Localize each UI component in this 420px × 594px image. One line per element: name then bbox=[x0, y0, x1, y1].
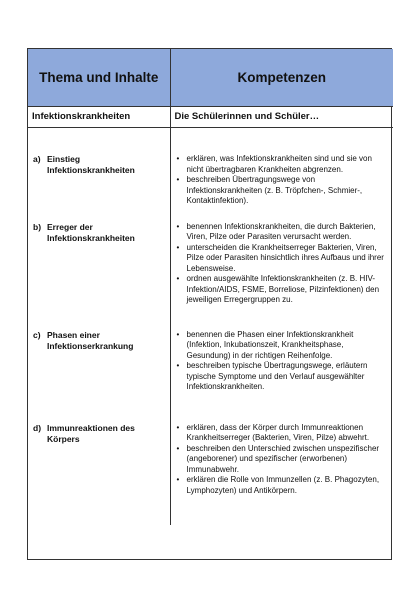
table-row bbox=[28, 128, 393, 215]
subheader-topic: Infektionskrankheiten bbox=[28, 107, 170, 128]
competence-cell bbox=[170, 128, 393, 215]
competence-cell bbox=[170, 215, 393, 322]
competence-item: • unterscheiden die Krankheitserreger Bakterien, Viren, Pilze oder Parasiten hinsichtlich ihres Aufbaus und ihrer Lebensweise. bbox=[175, 243, 390, 275]
table-row bbox=[28, 415, 393, 525]
topic-title: Phasen einer Infektionserkrankung bbox=[47, 329, 134, 351]
header-competencies: Kompetenzen bbox=[170, 49, 393, 107]
competence-item: • ordnen ausgewählte Infektionskrankheiten (z. B. HIV-Infektion/AIDS, FSME, Borreliose, Pilzinfektionen) den jeweiligen Erregergruppen zu. bbox=[175, 274, 390, 306]
competence-item: • benennen Infektionskrankheiten, die durch Bakterien, Viren, Pilze oder Parasiten verursacht werden. bbox=[175, 222, 390, 243]
topic-title: Erreger der Infektionskrankheiten bbox=[47, 221, 135, 243]
topic-cell bbox=[28, 215, 170, 322]
table-row bbox=[28, 215, 393, 322]
competence-table-frame bbox=[27, 48, 392, 560]
topic-title: Einstieg Infektionskrankheiten bbox=[47, 154, 135, 176]
competence-item: • erklären, was Infektionskrankheiten sind und sie von nicht übertragbaren Krankheiten abgrenzen. bbox=[175, 154, 390, 175]
topic-letter: a) bbox=[33, 154, 41, 164]
competence-table bbox=[28, 49, 393, 525]
topic-cell bbox=[28, 322, 170, 415]
competence-cell bbox=[170, 415, 393, 525]
topic-letter: c) bbox=[33, 329, 41, 340]
table-header-row bbox=[28, 49, 393, 107]
competence-item: • beschreiben den Unterschied zwischen unspezifischer (angeborener) und spezifischer (erworbenen) Immunabwehr. bbox=[175, 444, 390, 476]
competence-cell bbox=[170, 322, 393, 415]
competence-list bbox=[171, 222, 394, 306]
topic-cell bbox=[28, 415, 170, 525]
competence-item: • benennen die Phasen einer Infektionskrankheit (Infektion, Inkubationszeit, Krankheitsphase, Gesundung) in der richtigen Reihenfolge. bbox=[175, 330, 390, 362]
topic-cell bbox=[28, 128, 170, 215]
competence-item: • erklären die Rolle von Immunzellen (z. B. Phagozyten, Lymphozyten) und Antikörpern. bbox=[175, 475, 390, 496]
topic-title: Immunreaktionen des Körpers bbox=[47, 422, 135, 444]
table-subheader-row bbox=[28, 107, 393, 128]
competence-list bbox=[171, 330, 394, 393]
topic-letter: b) bbox=[33, 221, 42, 232]
competence-item: • beschreiben Übertragungswege von Infektionskrankheiten (z. B. Tröpfchen-, Schmier-, Kontaktinfektion). bbox=[175, 175, 390, 207]
subheader-students: Die Schülerinnen und Schüler… bbox=[170, 107, 393, 128]
competence-list bbox=[171, 154, 394, 207]
competence-item: • erklären, dass der Körper durch Immunreaktionen Krankheitserreger (Bakterien, Viren, Pilze) abwehrt. bbox=[175, 423, 390, 444]
header-topics: Thema und Inhalte bbox=[28, 49, 170, 107]
competence-list bbox=[171, 423, 394, 497]
competence-item: • beschreiben typische Übertragungswege, erläutern typische Symptome und den Verlauf ausgewählter Infektionskrankheiten. bbox=[175, 361, 390, 393]
topic-letter: d) bbox=[33, 422, 42, 433]
table-row bbox=[28, 322, 393, 415]
